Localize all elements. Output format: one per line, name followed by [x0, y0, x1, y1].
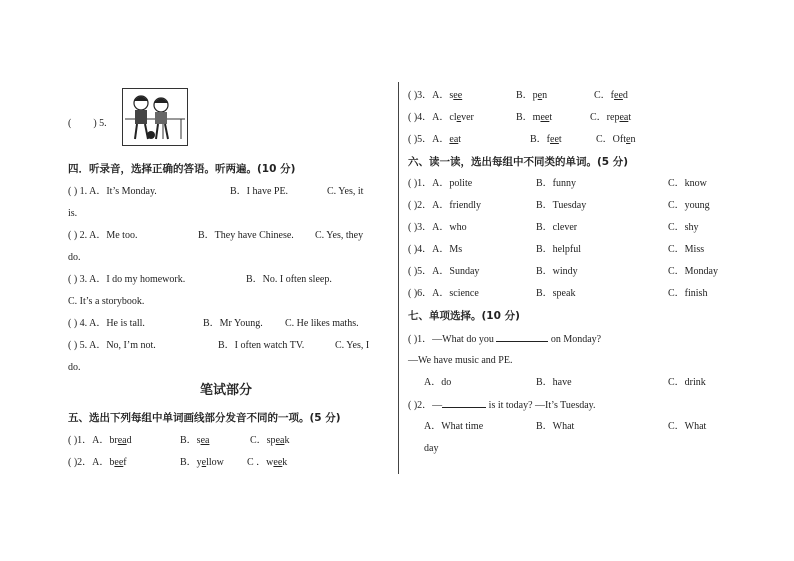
s4-item-2: ( ) 2. A．Me too. — [68, 230, 138, 241]
s7-q1-c: C．drink — [668, 377, 706, 388]
s6-item-2-b: B．Tuesday — [536, 200, 587, 211]
s4-item-5-cont: do. — [68, 362, 81, 373]
s5-item-3-c: C．feed — [594, 90, 628, 101]
s5-item-1-c: C．speak — [250, 435, 290, 446]
s6-item-6-b: B．speak — [536, 288, 576, 299]
s6-item-3-c: C．shy — [668, 222, 699, 233]
s5-item-1: ( )1．A．bread — [68, 435, 132, 446]
s4-item-2-cont: do. — [68, 252, 81, 263]
s7-q2-c: C．What — [668, 421, 707, 432]
s4-item-4-b: B．Mr Young. — [203, 318, 263, 329]
s7-q2: ( )2．— is it today? —It’s Tuesday. — [408, 400, 596, 411]
s4-item-4-c: C. He likes maths. — [285, 318, 359, 329]
s4-item-2-b: B．They have Chinese. — [198, 230, 294, 241]
s5-item-4-b: B．meet — [516, 112, 553, 123]
s5-item-4: ( )4．A．clever — [408, 112, 474, 123]
s5-item-2-b: B．yellow — [180, 457, 224, 468]
s6-item-1: ( )1．A．polite — [408, 178, 473, 189]
s4-item-5-b: B．I often watch TV. — [218, 340, 305, 351]
s6-item-3-b: B．clever — [536, 222, 578, 233]
s6-item-4-b: B．helpful — [536, 244, 581, 255]
s6-item-6-c: C．finish — [668, 288, 708, 299]
s4-item-5-c: C. Yes, I — [335, 340, 370, 351]
s5-item-5-b: B．feet — [530, 134, 562, 145]
s5-item-3: ( )3．A．see — [408, 90, 463, 101]
s4-item-5: ( ) 5. A．No, I’m not. — [68, 340, 156, 351]
s6-item-6: ( )6．A．science — [408, 288, 479, 299]
section-4-heading: 四．听录音，选择正确的答语。听两遍。(10 分) — [68, 163, 296, 175]
s4-item-1-cont: is. — [68, 208, 78, 219]
s7-q1-b: B．have — [536, 377, 572, 388]
s6-item-4: ( )4．A．Ms — [408, 244, 463, 255]
s6-item-3: ( )3．A．who — [408, 222, 467, 233]
s6-item-5-c: C．Monday — [668, 266, 718, 277]
s5-item-2: ( )2．A．beef — [68, 457, 127, 468]
s7-q2-a: A．What time — [424, 421, 484, 432]
s7-q1-a: A．do — [424, 377, 452, 388]
s4-item-3-cont: C. It’s a storybook. — [68, 296, 145, 307]
s5-item-3-b: B．pen — [516, 90, 548, 101]
s7-q2-b: B．What — [536, 421, 575, 432]
section-7-heading: 七、单项选择。(10 分) — [408, 310, 520, 322]
s6-item-2: ( )2．A．friendly — [408, 200, 482, 211]
s5-item-5: ( )5．A．eat — [408, 134, 462, 145]
s6-item-1-b: B．funny — [536, 178, 576, 189]
s4-item-1: ( ) 1. A．It’s Monday. — [68, 186, 157, 197]
s7-q1-answer: —We have music and PE. — [408, 355, 513, 366]
s7-q1: ( )1．—What do you on Monday? — [408, 334, 602, 345]
s7-q2-c-cont: day — [424, 443, 439, 454]
s4-item-2-c: C. Yes, they — [315, 230, 364, 241]
section-5-heading: 五、选出下列每组中单词画线部分发音不同的一项。(5 分) — [68, 412, 341, 424]
s6-item-5: ( )5．A．Sunday — [408, 266, 480, 277]
s5-item-2-c: C ．week — [247, 457, 288, 468]
s6-item-2-c: C．young — [668, 200, 710, 211]
s4-item-3-b: B．No. I often sleep. — [246, 274, 332, 285]
section-6-heading: 六、读一读，选出每组中不同类的单词。(5 分) — [408, 156, 629, 168]
s4-item-1-c: C. Yes, it — [327, 186, 364, 197]
s4-item-4: ( ) 4. A．He is tall. — [68, 318, 145, 329]
s4-item-1-b: B．I have PE. — [230, 186, 289, 197]
children-picture — [122, 88, 188, 146]
column-divider — [398, 82, 399, 474]
q5-number: ( ) 5. — [68, 118, 107, 129]
s5-item-5-c: C．Often — [596, 134, 636, 145]
written-part-title: 笔试部分 — [200, 383, 253, 398]
s6-item-5-b: B．windy — [536, 266, 578, 277]
s6-item-4-c: C．Miss — [668, 244, 705, 255]
s5-item-1-b: B．sea — [180, 435, 210, 446]
s4-item-3: ( ) 3. A．I do my homework. — [68, 274, 186, 285]
s6-item-1-c: C．know — [668, 178, 707, 189]
s5-item-4-c: C．repeat — [590, 112, 632, 123]
